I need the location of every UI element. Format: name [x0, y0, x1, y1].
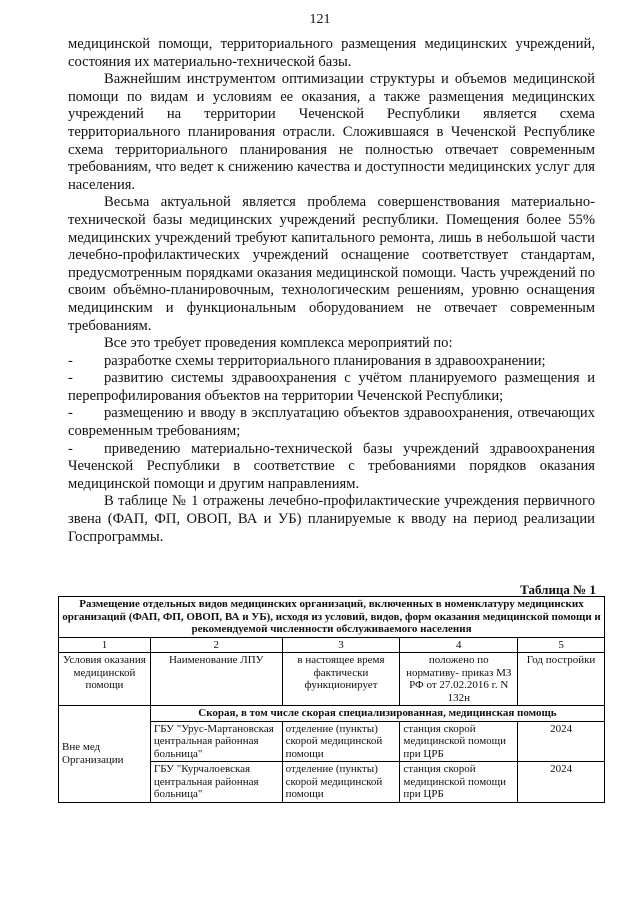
list-dash: - [68, 370, 73, 387]
table-cell: ГБУ "Курчалоевская центральная районная больница" [150, 762, 282, 803]
list-dash: - [68, 352, 73, 369]
col-number: 1 [59, 637, 151, 653]
table-cell: станция скорой медицинской помощи при ЦРБ [400, 721, 518, 762]
table-cell: станция скорой медицинской помощи при ЦРБ [400, 762, 518, 803]
list-dash: - [68, 440, 73, 457]
list-item [68, 441, 595, 494]
col-number: 4 [400, 637, 518, 653]
condition-cell: Вне мед Организации [59, 706, 151, 803]
paragraph: Все это требует проведения комплекса мероприятий по: [104, 335, 453, 352]
table-cell: отделение (пункты) скорой медицинской помощи [282, 721, 400, 762]
column-header: положено по нормативу- приказ МЗ РФ от 27.02.2016 г. N 132н [400, 653, 518, 706]
col-number: 2 [150, 637, 282, 653]
list-dash: - [68, 405, 73, 422]
list-item-text: размещению и вводу в эксплуатацию объектов здравоохранения, отвечающих современным требованиям; [68, 405, 595, 440]
page-number: 121 [309, 12, 331, 27]
col-number: 3 [282, 637, 400, 653]
list-item [68, 370, 595, 405]
section-title: Скорая, в том числе скорая специализированная, медицинская помощь [150, 706, 604, 722]
column-header: в настоящее время фактически функционирует [282, 653, 400, 706]
list-item-text: разработке схемы территориального планирования в здравоохранении; [104, 352, 546, 369]
table-cell: ГБУ "Урус-Мартановская центральная районная больница" [150, 721, 282, 762]
list-item-text: развитию системы здравоохранения с учётом планируемого размещения и перепрофилирования объектов на территории Чеченской Республики; [68, 370, 595, 404]
table-cell: 2024 [518, 721, 605, 762]
column-header: Год постройки [518, 653, 605, 706]
column-header: Наименование ЛПУ [150, 653, 282, 706]
table-cell: 2024 [518, 762, 605, 803]
paragraph: медицинской помощи, территориального размещения медицинских учреждений, состояния их материально-технической базы. [68, 36, 595, 70]
table-caption: Таблица № 1 [520, 582, 596, 597]
table-cell: отделение (пункты) скорой медицинской помощи [282, 762, 400, 803]
table-row [59, 637, 605, 653]
column-header: Условия оказания медицинской помощи [59, 653, 151, 706]
list-item [68, 353, 595, 371]
list-item [68, 405, 595, 440]
table-section-row [59, 706, 605, 722]
col-number: 5 [518, 637, 605, 653]
paragraph: Важнейшим инструментом оптимизации структуры и объемов медицинской помощи по видам и условиям ее оказания, а также размещения медицинских учреждений на территории Чеченской Республики является схема территориального планирования отрасли. Сложившаяся в Чеченской Республике схема территориального планирования не полностью отвечает современным требованиям, что ведет к снижению качества и доступности медицинских услуг для населения. [68, 71, 595, 193]
table-header-row [59, 653, 605, 706]
data-table [58, 596, 605, 803]
paragraph: В таблице № 1 отражены лечебно-профилактические учреждения первичного звена (ФАП, ФП, ОВОП, ВА и УБ) планируемые к вводу на период реализации Госпрограммы. [68, 493, 595, 545]
list-item-text: приведению материально-технической базы учреждений здравоохранения Чеченской Республики в соответствие с требованиями порядков оказания медицинской помощи и другим направлениям. [68, 440, 595, 492]
paragraph: Весьма актуальной является проблема совершенствования материально-технической базы медицинских учреждений республики. Помещения более 55% медицинских учреждений требуют капитального ремонта, лишь в небольшой части лечебно-профилактических учреждений оснащение соответствует стандартам, предусмотренным порядками оказания медицинской помощи. Часть учреждений по своим объёмно-планировочным, технологическим решениям, уровню оснащения медицинским и функциональным оборудованием не отвечает современным требованиям. [68, 194, 595, 334]
table-title: Размещение отдельных видов медицинских организаций, включенных в номенклатуру медицинских организаций (ФАП, ФП, ОВОП, ВА и УБ), исходя из условий, видов, форм оказания медицинской помощи и рекомендуемой численности обслуживаемого населения [59, 597, 605, 638]
body-text [68, 36, 595, 546]
